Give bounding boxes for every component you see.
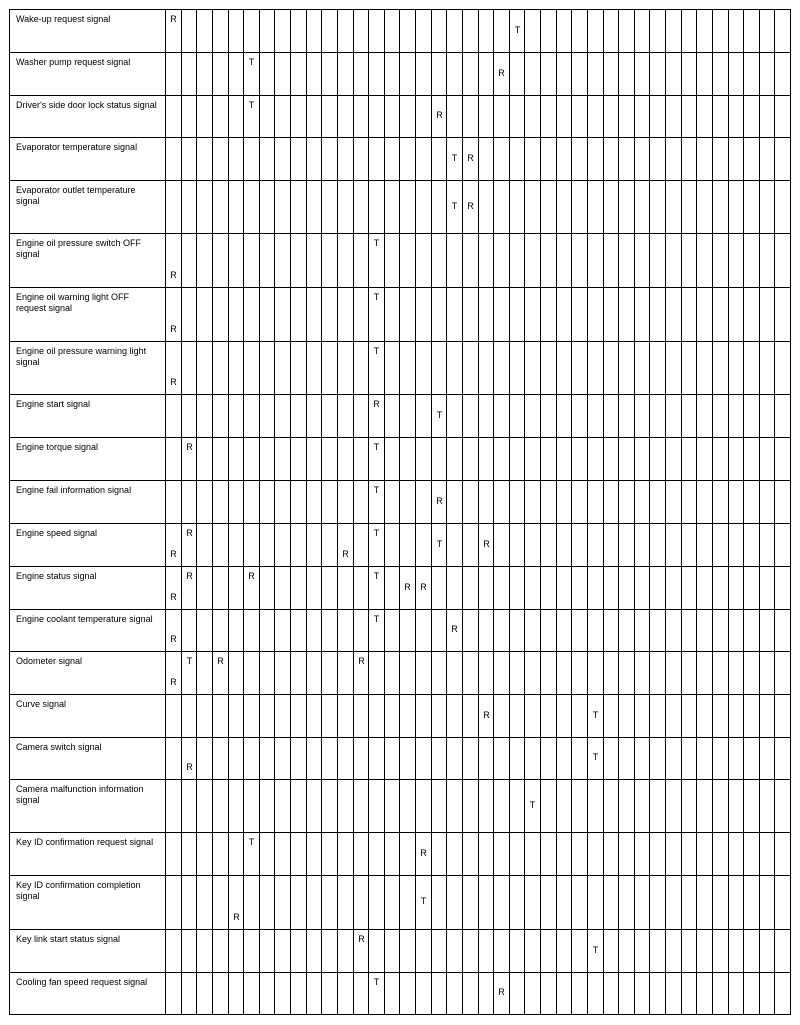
- table-grid-line: [618, 9, 619, 1015]
- table-grid-line: [774, 9, 775, 1015]
- signal-label: Engine start signal: [16, 399, 91, 409]
- table-grid-line: [9, 875, 791, 876]
- table-grid-line: [728, 9, 729, 1015]
- transmit-mark: T: [373, 528, 380, 538]
- transmit-mark: T: [451, 201, 458, 211]
- transmit-mark: T: [373, 485, 380, 495]
- table-grid-line: [9, 651, 791, 652]
- table-grid-line: [9, 779, 791, 780]
- table-grid-line: [571, 9, 572, 1015]
- transmit-mark: T: [451, 153, 458, 163]
- table-grid-line: [9, 609, 791, 610]
- table-grid-line: [9, 929, 791, 930]
- table-grid-line: [509, 9, 510, 1015]
- signal-label: Camera malfunction information signal: [16, 784, 144, 805]
- table-grid-line: [790, 9, 791, 1015]
- table-grid-line: [9, 95, 791, 96]
- table-grid-line: [696, 9, 697, 1015]
- signal-label: Engine coolant temperature signal: [16, 614, 153, 624]
- receive-mark: R: [186, 762, 193, 772]
- table-grid-line: [9, 832, 791, 833]
- table-grid-line: [759, 9, 760, 1015]
- transmit-mark: T: [529, 800, 536, 810]
- table-grid-line: [478, 9, 479, 1015]
- table-grid-line: [649, 9, 650, 1015]
- transmit-mark: T: [592, 945, 599, 955]
- receive-mark: R: [467, 201, 474, 211]
- table-grid-line: [353, 9, 354, 1015]
- signal-label: Evaporator outlet temperature signal: [16, 185, 136, 206]
- receive-mark: R: [248, 571, 255, 581]
- table-grid-line: [415, 9, 416, 1015]
- receive-mark: R: [358, 934, 365, 944]
- receive-mark: R: [358, 656, 365, 666]
- table-grid-line: [9, 566, 791, 567]
- table-grid-line: [603, 9, 604, 1015]
- table-grid-line: [9, 694, 791, 695]
- transmit-mark: T: [248, 100, 255, 110]
- receive-mark: R: [420, 582, 427, 592]
- receive-mark: R: [342, 549, 349, 559]
- table-grid-line: [243, 9, 244, 1015]
- transmit-mark: T: [592, 710, 599, 720]
- receive-mark: R: [170, 634, 177, 644]
- table-grid-line: [196, 9, 197, 1015]
- table-grid-line: [587, 9, 588, 1015]
- table-grid-line: [306, 9, 307, 1015]
- transmit-mark: T: [373, 614, 380, 624]
- signal-label: Engine oil pressure warning light signal: [16, 346, 147, 367]
- signal-label: Wake-up request signal: [16, 14, 111, 24]
- receive-mark: R: [373, 399, 380, 409]
- table-grid-line: [9, 480, 791, 481]
- table-grid-line: [290, 9, 291, 1015]
- receive-mark: R: [404, 582, 411, 592]
- table-grid-line: [524, 9, 525, 1015]
- transmit-mark: T: [373, 238, 380, 248]
- receive-mark: R: [233, 912, 240, 922]
- receive-mark: R: [467, 153, 474, 163]
- table-grid-line: [384, 9, 385, 1015]
- receive-mark: R: [186, 571, 193, 581]
- table-grid-line: [181, 9, 182, 1015]
- table-grid-line: [9, 523, 791, 524]
- table-grid-line: [9, 394, 791, 395]
- receive-mark: R: [217, 656, 224, 666]
- table-grid-line: [9, 180, 791, 181]
- signal-label: Key link start status signal: [16, 934, 121, 944]
- receive-mark: R: [483, 539, 490, 549]
- signal-label: Evaporator temperature signal: [16, 142, 138, 152]
- transmit-mark: T: [186, 656, 193, 666]
- table-grid-line: [9, 233, 791, 234]
- receive-mark: R: [186, 528, 193, 538]
- transmit-mark: T: [436, 410, 443, 420]
- table-grid-line: [9, 52, 791, 53]
- transmit-mark: T: [373, 346, 380, 356]
- table-grid-line: [368, 9, 369, 1015]
- table-grid-line: [399, 9, 400, 1015]
- signal-label: Key ID confirmation completion signal: [16, 880, 141, 901]
- table-grid-line: [9, 9, 791, 10]
- table-grid-line: [9, 972, 791, 973]
- receive-mark: R: [170, 677, 177, 687]
- signal-label: Cooling fan speed request signal: [16, 977, 148, 987]
- signal-label: Washer pump request signal: [16, 57, 131, 67]
- table-grid-line: [9, 1014, 791, 1015]
- table-grid-line: [165, 9, 166, 1015]
- receive-mark: R: [498, 68, 505, 78]
- signal-label: Engine speed signal: [16, 528, 98, 538]
- table-grid-line: [431, 9, 432, 1015]
- table-grid-line: [540, 9, 541, 1015]
- signal-label: Camera switch signal: [16, 742, 102, 752]
- transmit-mark: T: [592, 752, 599, 762]
- table-grid-line: [9, 341, 791, 342]
- table-grid-line: [556, 9, 557, 1015]
- transmit-mark: T: [248, 57, 255, 67]
- table-grid-line: [493, 9, 494, 1015]
- signal-label: Engine oil warning light OFF request signal: [16, 292, 130, 313]
- signal-label: Engine torque signal: [16, 442, 99, 452]
- table-grid-line: [337, 9, 338, 1015]
- receive-mark: R: [170, 377, 177, 387]
- table-grid-line: [634, 9, 635, 1015]
- table-grid-line: [228, 9, 229, 1015]
- signal-label: Curve signal: [16, 699, 67, 709]
- receive-mark: R: [170, 14, 177, 24]
- table-grid-line: [274, 9, 275, 1015]
- transmit-mark: T: [373, 292, 380, 302]
- signal-label: Odometer signal: [16, 656, 83, 666]
- receive-mark: R: [420, 848, 427, 858]
- table-grid-line: [665, 9, 666, 1015]
- signal-label: Engine status signal: [16, 571, 97, 581]
- receive-mark: R: [170, 592, 177, 602]
- receive-mark: R: [451, 624, 458, 634]
- receive-mark: R: [436, 110, 443, 120]
- table-grid-line: [259, 9, 260, 1015]
- transmit-mark: T: [373, 977, 380, 987]
- receive-mark: R: [186, 442, 193, 452]
- transmit-mark: T: [373, 442, 380, 452]
- receive-mark: R: [170, 324, 177, 334]
- table-grid-line: [743, 9, 744, 1015]
- receive-mark: R: [170, 270, 177, 280]
- table-grid-line: [712, 9, 713, 1015]
- signal-label: Driver's side door lock status signal: [16, 100, 157, 110]
- receive-mark: R: [498, 987, 505, 997]
- receive-mark: R: [483, 710, 490, 720]
- transmit-mark: T: [514, 25, 521, 35]
- signal-label: Engine oil pressure switch OFF signal: [16, 238, 142, 259]
- table-grid-line: [9, 9, 10, 1015]
- transmit-mark: T: [420, 896, 427, 906]
- table-grid-line: [9, 137, 791, 138]
- table-grid-line: [9, 737, 791, 738]
- table-grid-line: [321, 9, 322, 1015]
- transmit-mark: T: [248, 837, 255, 847]
- table-grid-line: [9, 287, 791, 288]
- table-grid-line: [9, 437, 791, 438]
- signal-label: Key ID confirmation request signal: [16, 837, 154, 847]
- signal-label: Engine fail information signal: [16, 485, 132, 495]
- transmit-mark: T: [373, 571, 380, 581]
- receive-mark: R: [170, 549, 177, 559]
- receive-mark: R: [436, 496, 443, 506]
- table-grid-line: [681, 9, 682, 1015]
- transmit-mark: T: [436, 539, 443, 549]
- table-grid-line: [212, 9, 213, 1015]
